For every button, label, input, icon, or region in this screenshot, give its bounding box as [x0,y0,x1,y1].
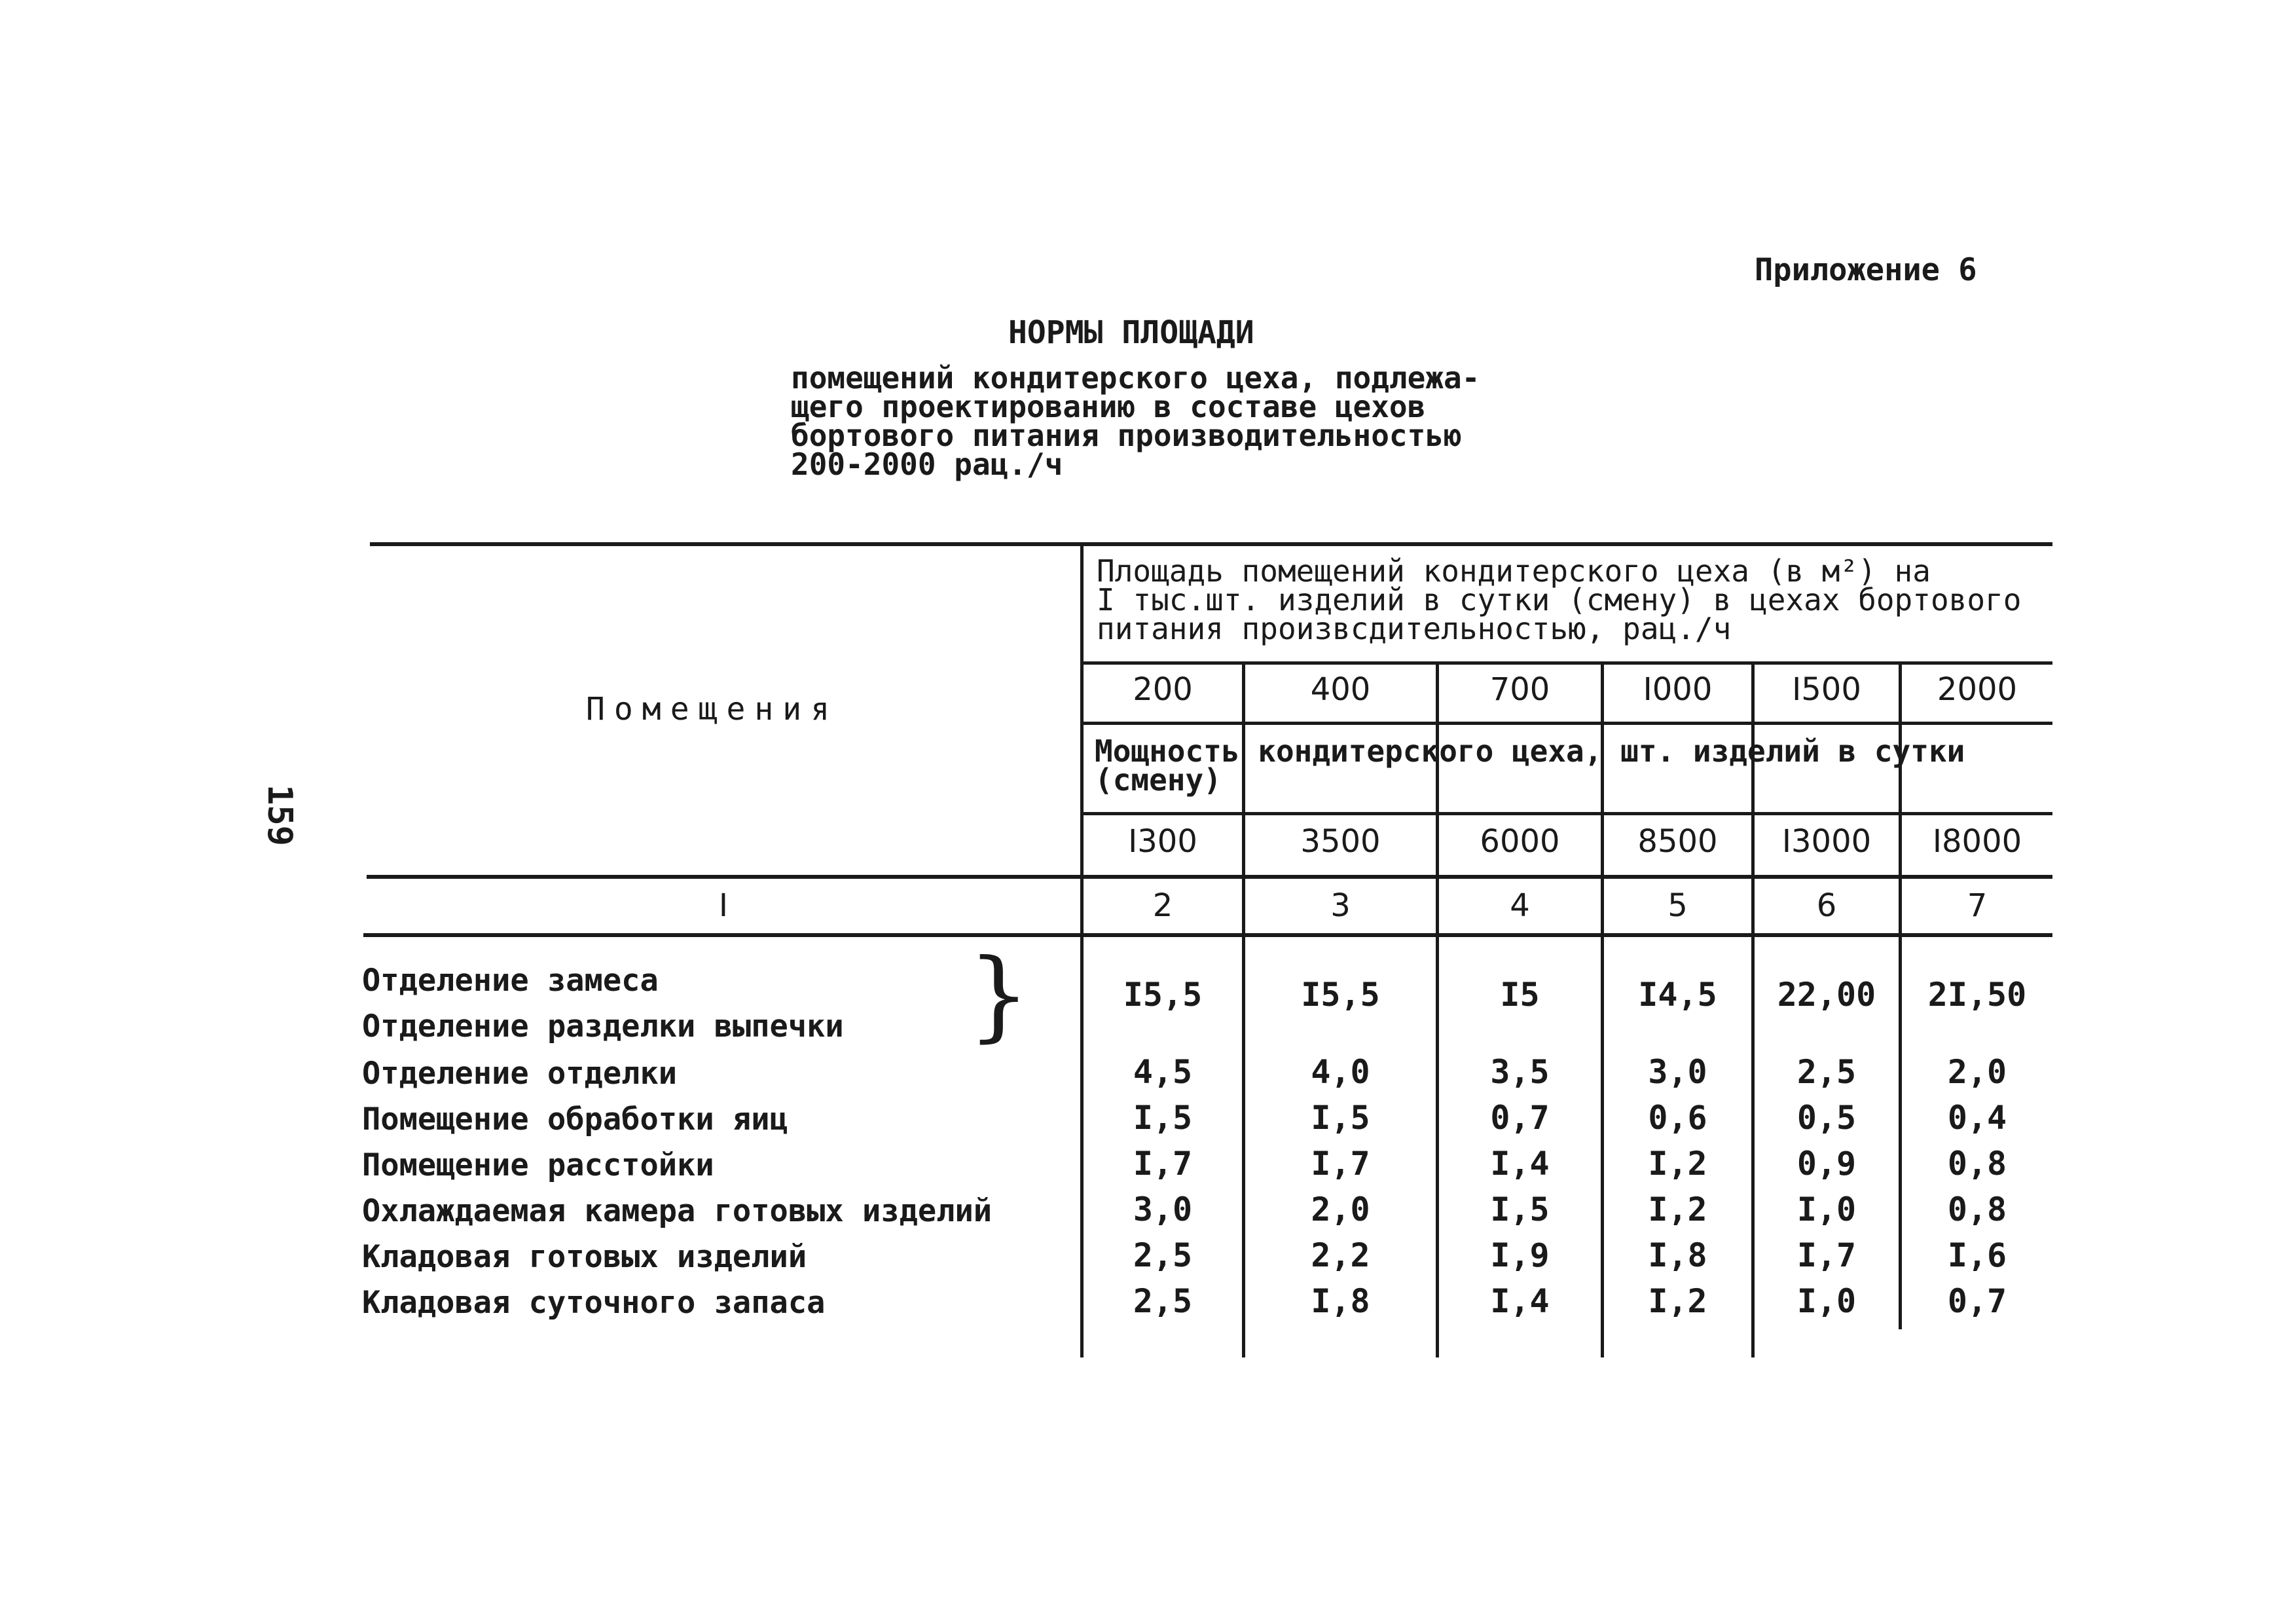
value-cell: 0,7 [1490,1099,1550,1137]
row-label: Отделение отделки [362,1056,678,1092]
value-cell: I,2 [1648,1282,1707,1320]
area-header-line: питания произвсдительностью, рац./ч [1097,611,1732,646]
value-cell: I,8 [1648,1236,1707,1274]
rooms-column-header: Помещения [586,691,839,728]
rooms-column-rule [1080,542,1084,1357]
value-cell: 2I,50 [1927,976,2027,1014]
value-cell: 2,5 [1133,1282,1193,1320]
power-cell: 3500 [1300,823,1381,860]
column-number: 2 [1152,887,1173,924]
power-cell: 8500 [1637,823,1718,860]
value-cell: I,7 [1133,1145,1193,1183]
table-top-rule [370,542,2052,546]
value-cell: 3,0 [1133,1190,1193,1228]
document-subtitle [791,360,1576,482]
power-header-line: (смену) [1095,762,1222,798]
value-cell: 0,8 [1947,1145,2007,1183]
row-label: Помещение обработки яиц [362,1101,788,1137]
row-label: Помещение расстойки [362,1147,714,1183]
value-cell: I,5 [1133,1099,1193,1137]
column-number-rule [363,933,2052,937]
value-cell: 2,5 [1796,1053,1857,1091]
column-number: 3 [1330,887,1351,924]
subtitle-line: 200-2000 рац./ч [791,447,1063,482]
value-cell: I,9 [1490,1236,1550,1274]
value-cell: I5,5 [1301,976,1380,1014]
capacity-cell: 2000 [1937,671,2018,708]
value-cell: 4,0 [1311,1053,1370,1091]
appendix-label: Приложение 6 [1755,252,1977,288]
power-header [1095,733,1965,798]
value-cell: 0,5 [1796,1099,1857,1137]
page-number: 159 [259,784,299,846]
capacity-row-bottom-rule [1084,722,2052,725]
power-cell: I300 [1128,823,1197,860]
value-cell: I,8 [1311,1282,1370,1320]
column-number: I [718,887,729,924]
area-header-line: Площадь помещений кондитерского цеха (в м²) на [1097,553,1931,589]
area-header [1097,553,2022,646]
value-cell: 0,8 [1947,1190,2007,1228]
value-cell: 3,5 [1490,1053,1550,1091]
grouping-brace: } [968,938,1030,1052]
column-number: 7 [1967,887,1988,924]
row-label: Кладовая суточного запаса [362,1285,826,1321]
value-cell: 4,5 [1133,1053,1193,1091]
value-cell: I,0 [1796,1282,1857,1320]
column-number: 4 [1510,887,1530,924]
subtitle-line: щего проектированию в составе цехов [791,389,1426,424]
capacity-row-top-rule [1084,661,2052,665]
value-cell: I,0 [1796,1190,1857,1228]
document-title: НОРМЫ ПЛОЩАДИ [1008,314,1254,351]
value-cell: 2,5 [1133,1236,1193,1274]
power-row-top-rule [1084,812,2052,815]
value-cell: I5 [1500,976,1540,1014]
value-cell: I,4 [1490,1145,1550,1183]
value-cell: 0,6 [1648,1099,1707,1137]
value-cell: I,7 [1796,1236,1857,1274]
value-cell: I4,5 [1638,976,1717,1014]
value-cell: I,6 [1947,1236,2007,1274]
value-cell: 2,0 [1311,1190,1370,1228]
column-number: 6 [1816,887,1837,924]
value-cell: I,2 [1648,1145,1707,1183]
value-cell: I5,5 [1123,976,1203,1014]
capacity-cell: 200 [1133,671,1193,708]
subtitle-line: бортового питания производительностью [791,418,1462,453]
power-cell: I8000 [1932,823,2022,860]
value-cell: I,2 [1648,1190,1707,1228]
value-cell: 2,2 [1311,1236,1370,1274]
subtitle-line: помещений кондитерского цеха, подлежа- [791,360,1480,396]
value-cell: 22,00 [1777,976,1876,1014]
row-label: Кладовая готовых изделий [362,1239,807,1275]
row-label: Охлаждаемая камера готовых изделий [362,1193,993,1229]
value-cell: I,5 [1490,1190,1550,1228]
value-cell: 0,7 [1947,1282,2007,1320]
power-cell: I3000 [1781,823,1872,860]
column-number: 5 [1667,887,1688,924]
value-cell: I,4 [1490,1282,1550,1320]
header-bottom-rule [367,875,2052,879]
value-cell: I,5 [1311,1099,1370,1137]
capacity-cell: I500 [1792,671,1861,708]
row-label: Отделение замеса [362,963,659,999]
capacity-cell: 700 [1489,671,1550,708]
value-cell: 0,9 [1796,1145,1857,1183]
value-cell: I,7 [1311,1145,1370,1183]
value-cell: 2,0 [1947,1053,2007,1091]
power-header-line: Мощность кондитерского цеха, шт. изделий в сутки [1095,733,1965,769]
capacity-cell: I000 [1643,671,1713,708]
capacity-cell: 400 [1310,671,1371,708]
row-label: Отделение разделки выпечки [362,1008,844,1044]
value-cell: 3,0 [1648,1053,1707,1091]
area-header-line: I тыс.шт. изделий в сутки (смену) в цехах бортового [1097,582,2022,618]
power-cell: 6000 [1480,823,1560,860]
value-cell: 0,4 [1947,1099,2007,1137]
